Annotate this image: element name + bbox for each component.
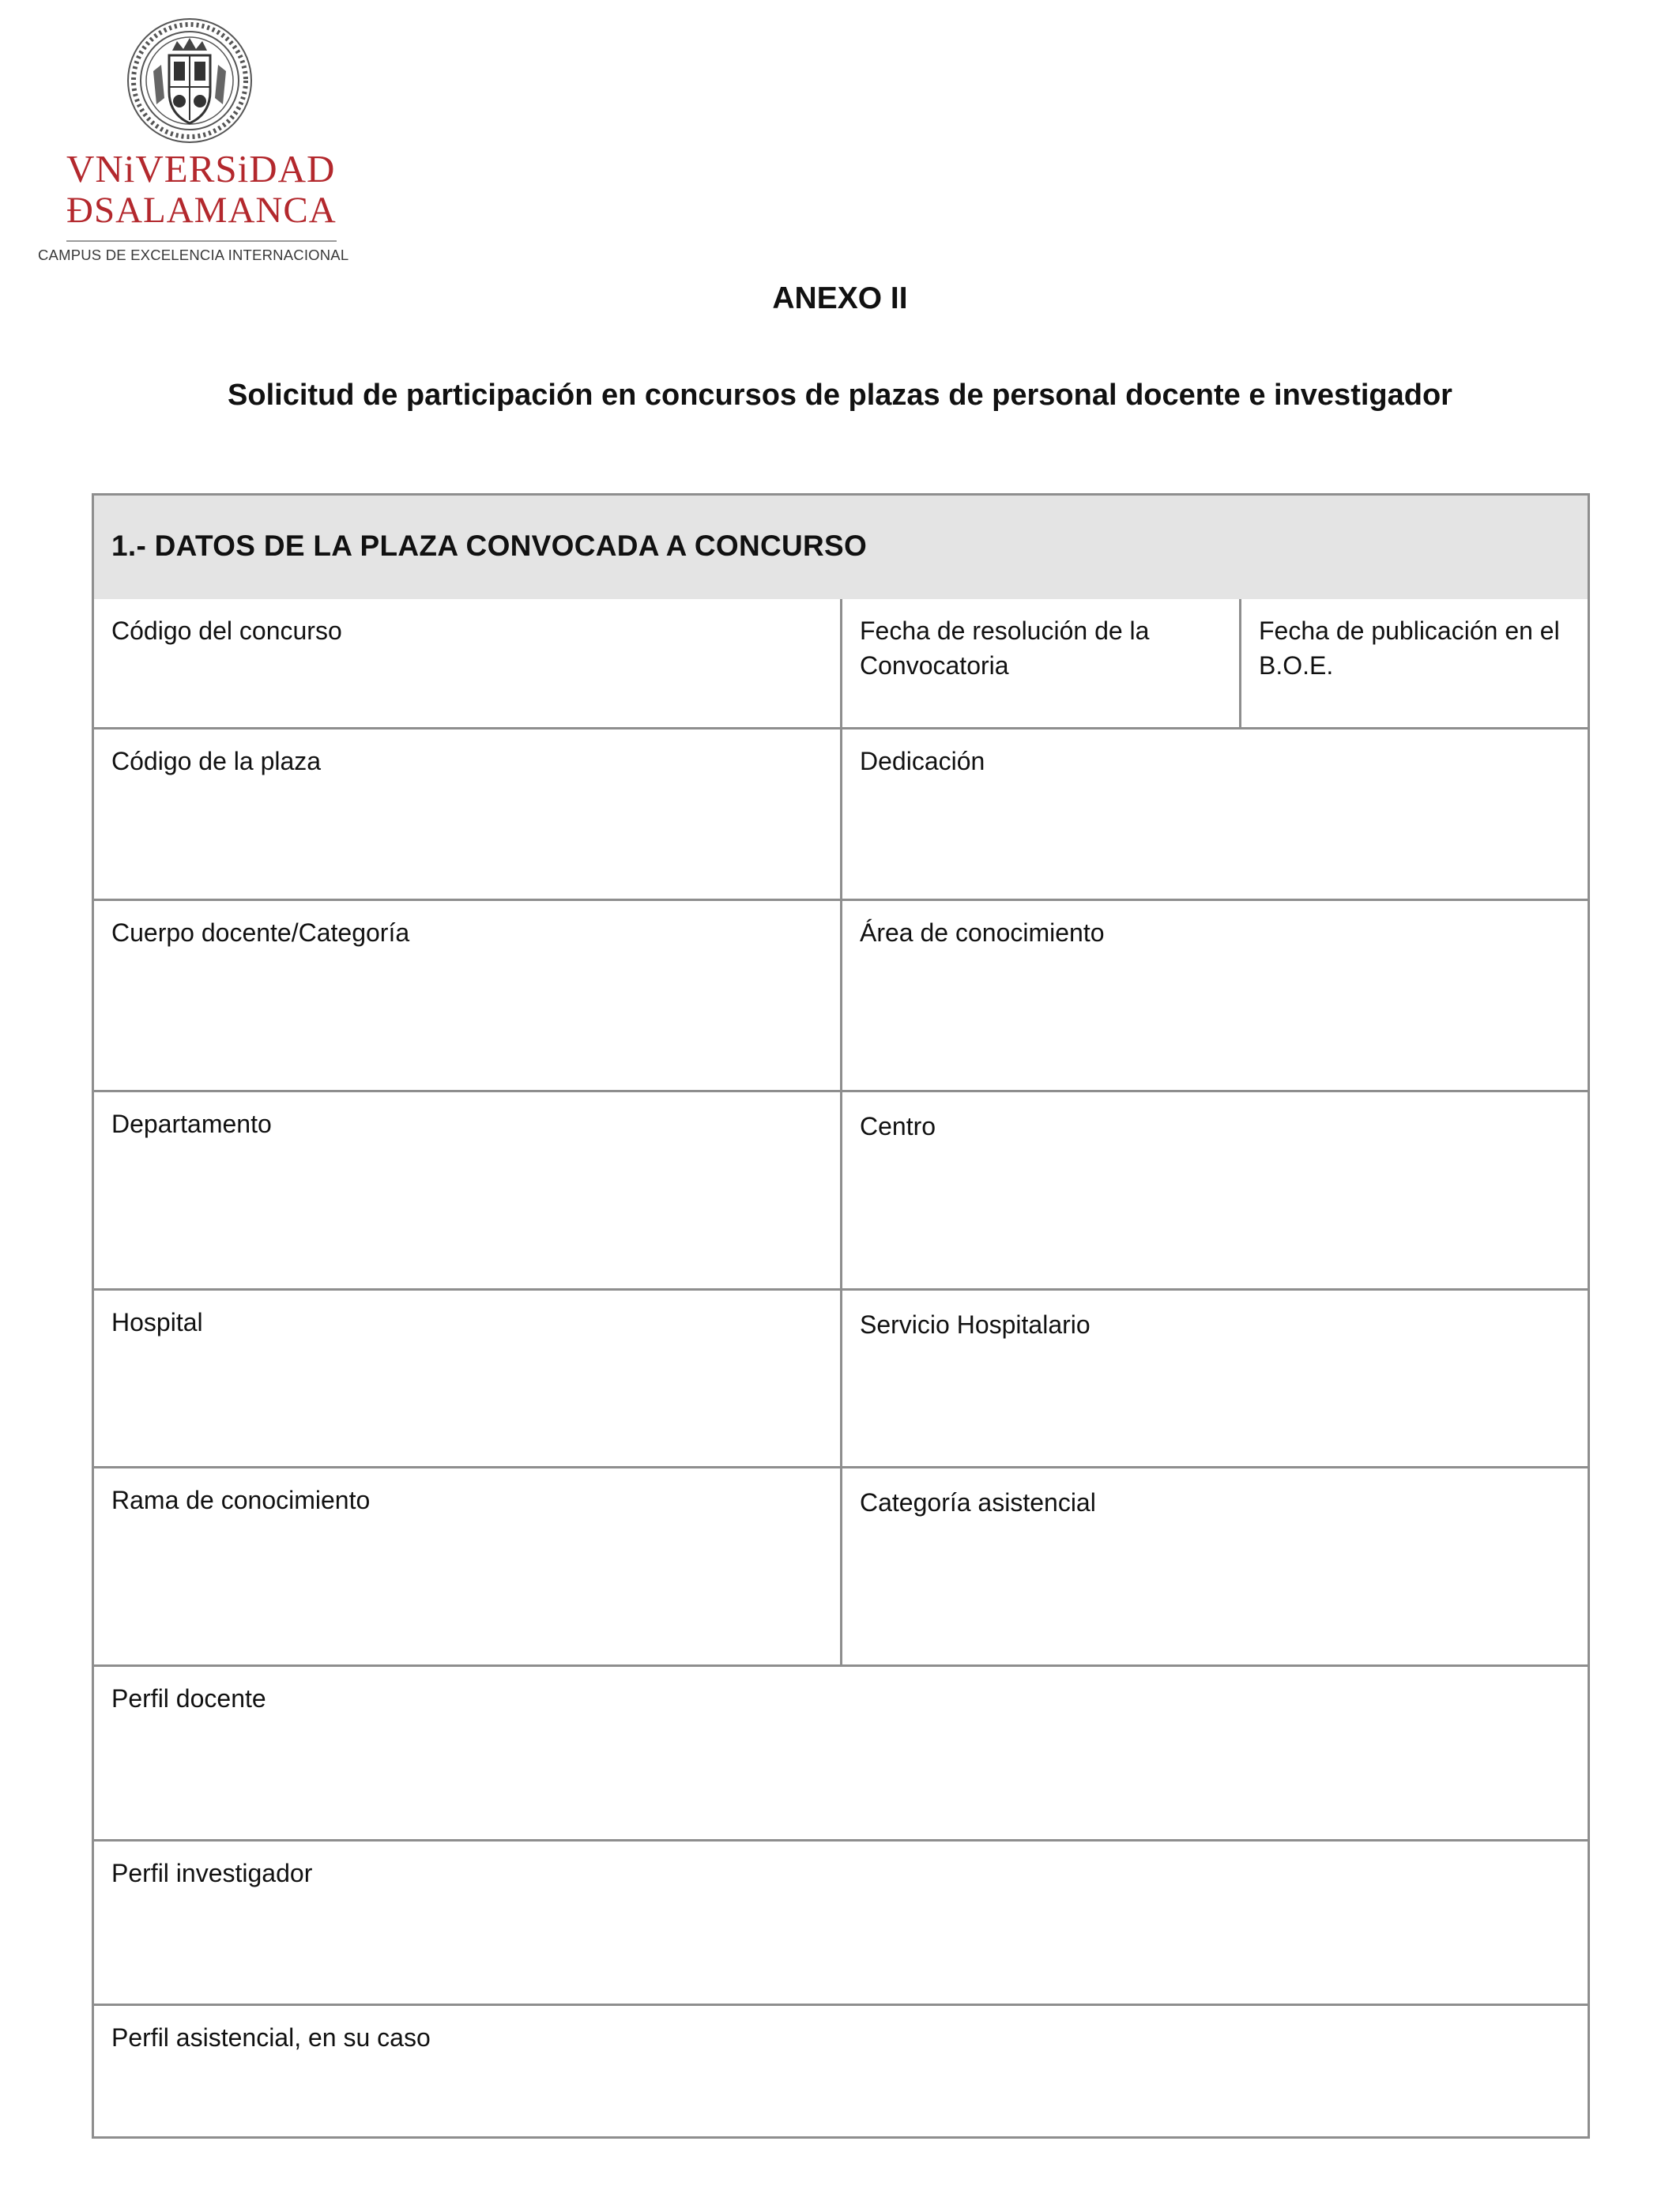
field-codigo-plaza[interactable] (94, 729, 840, 899)
field-area-conocimiento[interactable] (842, 901, 1588, 1090)
field-label: Centro (860, 1112, 936, 1140)
field-centro[interactable] (842, 1095, 1588, 1288)
university-seal-icon (125, 16, 254, 145)
field-label: Código de la plaza (111, 747, 322, 775)
university-wordmark (66, 147, 337, 231)
field-departamento[interactable] (94, 1092, 840, 1288)
document-title: Solicitud de participación en concursos de plazas de personal docente e investigador (228, 379, 1452, 412)
wordmark-line-1: VNiVERSiDAD (66, 147, 336, 190)
field-label: Área de conocimiento (860, 918, 1105, 947)
campus-tagline: CAMPUS DE EXCELENCIA INTERNACIONAL (38, 247, 349, 263)
field-label: Categoría asistencial (860, 1488, 1096, 1517)
field-label: Código del concurso (111, 616, 342, 645)
field-label: Dedicación (860, 747, 985, 775)
field-label: Perfil investigador (111, 1859, 313, 1887)
field-fecha-publicacion[interactable] (1241, 599, 1581, 727)
field-cuerpo-docente[interactable] (94, 901, 840, 1090)
field-label: Fecha de publicación en el B.O.E. (1259, 616, 1560, 680)
field-label: Departamento (111, 1110, 272, 1138)
field-label: Servicio Hospitalario (860, 1310, 1090, 1339)
annex-title: ANEXO II (772, 281, 908, 315)
section-header: 1.- DATOS DE LA PLAZA CONVOCADA A CONCURSO (94, 496, 1588, 599)
university-logo (32, 16, 349, 263)
field-fecha-resolucion[interactable] (842, 599, 1182, 727)
field-label: Hospital (111, 1308, 203, 1336)
wordmark-divider (66, 240, 337, 242)
field-rama-conocimiento[interactable] (94, 1468, 840, 1664)
field-label: Rama de conocimiento (111, 1486, 371, 1514)
field-label: Perfil docente (111, 1684, 266, 1713)
field-perfil-asistencial[interactable] (94, 2006, 1588, 2136)
application-form-table (92, 493, 1590, 2139)
field-perfil-docente[interactable] (94, 1667, 1588, 1839)
field-codigo-concurso[interactable] (94, 599, 840, 727)
field-servicio-hospitalario[interactable] (842, 1293, 1588, 1466)
field-categoria-asistencial[interactable] (842, 1471, 1588, 1664)
field-dedicacion[interactable] (842, 729, 1588, 899)
field-hospital[interactable] (94, 1291, 840, 1466)
field-label: Fecha de resolución de la Convocatoria (860, 616, 1150, 680)
field-label: Cuerpo docente/Categoría (111, 918, 410, 947)
wordmark-line-2: ÐSALAMANCA (66, 190, 337, 231)
field-perfil-investigador[interactable] (94, 1842, 1588, 2004)
field-label: Perfil asistencial, en su caso (111, 2023, 431, 2052)
